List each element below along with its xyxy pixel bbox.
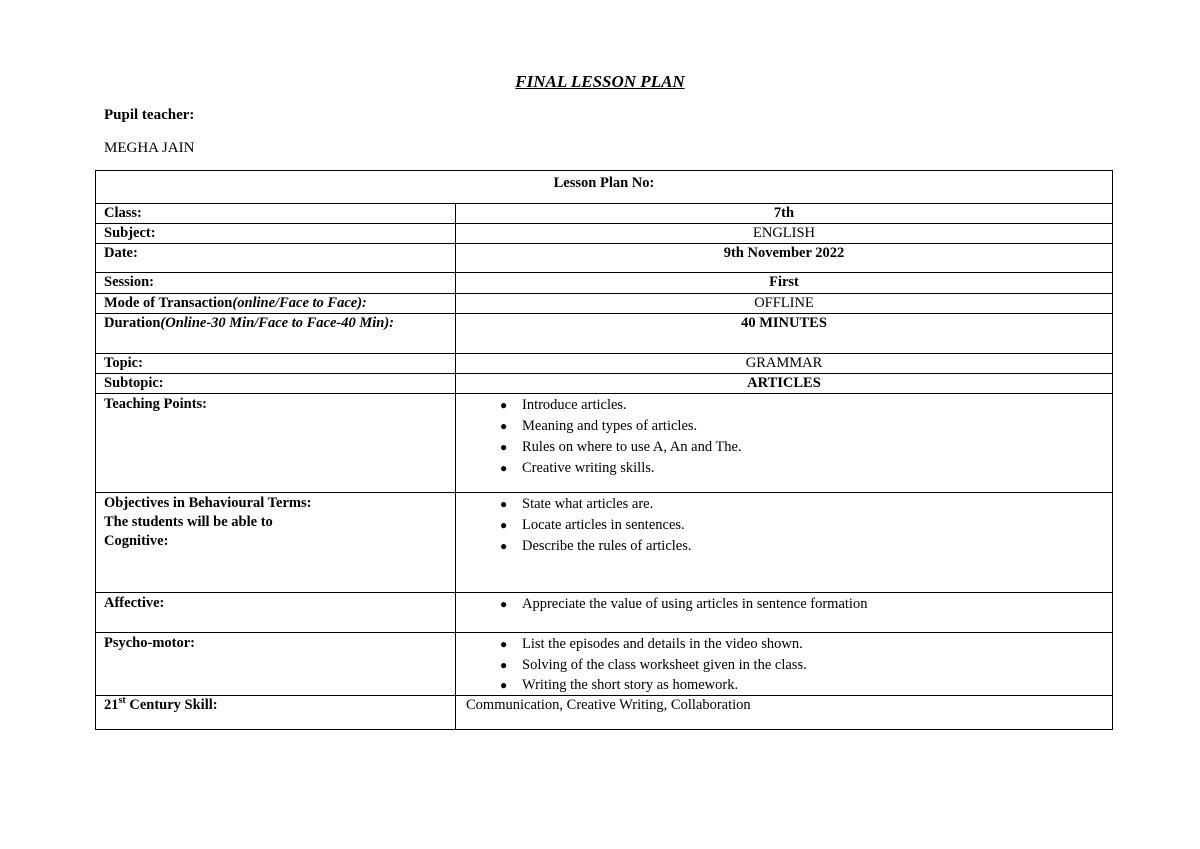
bullet-icon: ●	[500, 419, 508, 433]
bullet-icon: ●	[500, 497, 508, 511]
subtopic-value: ARTICLES	[456, 374, 1113, 394]
bullet-icon: ●	[500, 461, 508, 475]
table-row-subtopic	[96, 374, 1113, 394]
mode-label-italic: (online/Face to Face):	[232, 295, 367, 311]
table-row-date	[96, 244, 1113, 273]
session-value: First	[456, 273, 1113, 294]
objectives-value	[456, 493, 1113, 593]
pupil-teacher-name: MEGHA JAIN	[104, 140, 195, 156]
table-row-session	[96, 273, 1113, 294]
topic-value: GRAMMAR	[456, 354, 1113, 374]
objectives-label-line3: Cognitive:	[104, 533, 169, 549]
list-item: ● Writing the short story as homework.	[500, 677, 739, 693]
psychomotor-label: Psycho-motor:	[96, 633, 456, 696]
bullet-icon: ●	[500, 518, 508, 532]
bullet-icon: ●	[500, 658, 508, 672]
date-label: Date:	[96, 244, 456, 273]
duration-label	[96, 314, 456, 354]
page-title: FINAL LESSON PLAN	[515, 72, 685, 91]
list-item: ● Rules on where to use A, An and The.	[522, 437, 1104, 458]
table-row-class	[96, 204, 1113, 224]
objectives-list	[464, 494, 1104, 557]
list-item: ● State what articles are.	[522, 494, 1104, 515]
table-row-century-skill	[96, 696, 1113, 730]
duration-value: 40 MINUTES	[456, 314, 1113, 354]
psychomotor-list	[464, 634, 1104, 694]
table-row-subject	[96, 224, 1113, 244]
session-label: Session:	[96, 273, 456, 294]
list-item: ● Describe the rules of articles.	[522, 536, 1104, 557]
table-row-objectives	[96, 493, 1113, 593]
lesson-plan-no: Lesson Plan No:	[96, 171, 1113, 204]
subject-value: ENGLISH	[456, 224, 1113, 244]
list-item: ● Introduce articles.	[522, 395, 1104, 416]
objectives-label	[96, 493, 456, 593]
list-item: ● Solving of the class worksheet given in the class.	[522, 655, 1104, 676]
bullet-icon: ●	[500, 398, 508, 412]
objectives-label-line2: The students will be able to	[104, 514, 273, 530]
bullet-icon: ●	[500, 597, 508, 611]
list-item: ● Meaning and types of articles.	[522, 416, 1104, 437]
teaching-points-label: Teaching Points:	[96, 394, 456, 493]
bullet-icon: ●	[500, 678, 508, 692]
teaching-points-list	[464, 395, 1104, 479]
list-item: ● Locate articles in sentences.	[522, 515, 1104, 536]
table-header-row	[96, 171, 1113, 204]
affective-value	[456, 593, 1113, 633]
affective-label: Affective:	[96, 593, 456, 633]
subject-label: Subject:	[96, 224, 456, 244]
date-value: 9th November 2022	[456, 244, 1113, 273]
bullet-icon: ●	[500, 440, 508, 454]
list-item: ● List the episodes and details in the video shown.	[522, 634, 1104, 655]
mode-label-main: Mode of Transaction	[104, 295, 233, 311]
class-value: 7th	[456, 204, 1113, 224]
list-item: ● Creative writing skills.	[522, 458, 1104, 479]
table-row-affective	[96, 593, 1113, 633]
psychomotor-value	[456, 633, 1113, 696]
list-item: ● Appreciate the value of using articles in sentence formation	[522, 594, 1104, 615]
bullet-icon: ●	[500, 637, 508, 651]
subtopic-label: Subtopic:	[96, 374, 456, 394]
table-row-duration	[96, 314, 1113, 354]
affective-list	[464, 594, 1104, 615]
table-row-topic	[96, 354, 1113, 374]
century-skill-label: 21st Century Skill:	[96, 696, 456, 730]
topic-label: Topic:	[96, 354, 456, 374]
lesson-plan-table	[95, 170, 1113, 730]
bullet-icon: ●	[500, 539, 508, 553]
mode-label	[96, 294, 456, 314]
mode-value: OFFLINE	[456, 294, 1113, 314]
century-skill-value: Communication, Creative Writing, Collaboration	[456, 696, 1113, 730]
table-row-mode	[96, 294, 1113, 314]
objectives-label-line1: Objectives in Behavioural Terms:	[104, 495, 312, 511]
table-row-psychomotor	[96, 633, 1113, 696]
table-row-teaching-points	[96, 394, 1113, 493]
duration-label-italic: (Online-30 Min/Face to Face-40 Min):	[160, 315, 395, 331]
teaching-points-value	[456, 394, 1113, 493]
duration-label-main: Duration	[104, 315, 161, 331]
class-label: Class:	[96, 204, 456, 224]
pupil-teacher-label: Pupil teacher:	[104, 107, 195, 123]
